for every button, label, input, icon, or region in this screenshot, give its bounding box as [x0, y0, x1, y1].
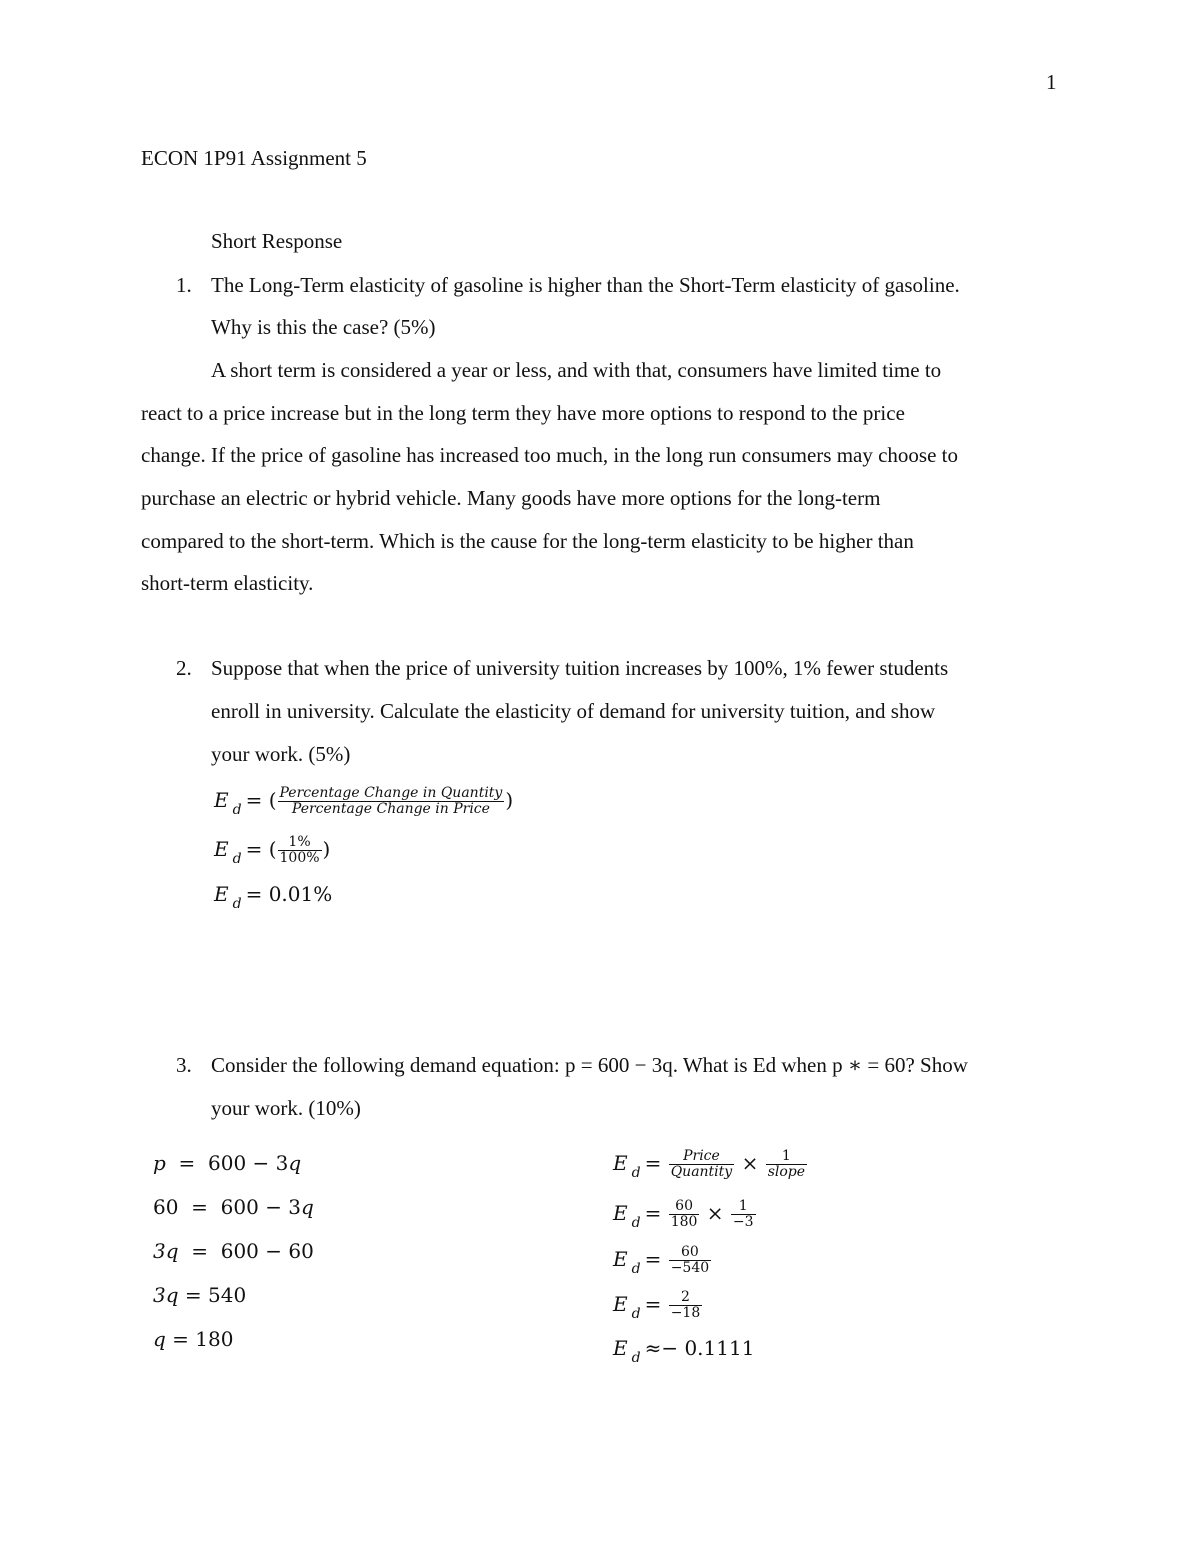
q2-fraction-values: $\frac{1\%}{100\%}$: [279, 834, 320, 866]
q3-elasticity-result: E $_d$ ≈− 0.1111: [613, 1336, 755, 1366]
q3-elasticity-substitution: E $_d$ = $\frac{60}{180}$ × $\frac{1}{-3}$: [613, 1198, 754, 1231]
q2-number: 2.: [176, 656, 192, 680]
page-number: 1: [1046, 70, 1057, 94]
q2-formula-definition: E $_d$ = ( $\frac{\text{Percentage Change in Quantity}}{\text{Percentage Change in Price}}$ ): [214, 785, 514, 818]
q3-solve-step: 3q = 540: [153, 1283, 247, 1307]
q1-answer-line: purchase an electric or hybrid vehicle. Many goods have more options for the long-term: [141, 486, 881, 510]
q1-answer-line: change. If the price of gasoline has increased too much, in the long run consumers may choose to: [141, 443, 959, 467]
q1-answer-line: react to a price increase but in the long term they have more options to respond to the price: [141, 401, 905, 425]
q3-text-line2: your work. (10%): [211, 1096, 361, 1120]
q3-number: 3.: [176, 1053, 192, 1077]
q1-answer-line: short-term elasticity.: [141, 571, 314, 595]
q2-formula-substitution: E $_d$ = ( $\frac{1\%}{100\%}$ ): [214, 834, 331, 867]
q1-number: 1.: [176, 273, 192, 297]
q3-solve-step: 3q = 600 − 60: [153, 1239, 314, 1263]
q3-solve-step: p = 600 − 3q: [153, 1151, 302, 1175]
q2-text-line: your work. (5%): [211, 742, 351, 766]
document-title: ECON 1P91 Assignment 5: [141, 146, 367, 170]
q2-fraction-definition: $\frac{\text{Percentage Change in Quantity}}{\text{Percentage Change in Price}}$: [279, 785, 503, 817]
q1-text-line1: The Long-Term elasticity of gasoline is higher than the Short-Term elasticity of gasoline.: [211, 273, 960, 297]
section-heading: Short Response: [211, 229, 343, 253]
q3-solve-step: 60 = 600 − 3q: [153, 1195, 314, 1219]
q2-text-line: enroll in university. Calculate the elasticity of demand for university tuition, and show: [211, 699, 936, 723]
q3-elasticity-product: E $_d$ = $\frac{60}{-540}$: [613, 1244, 710, 1277]
q2-formula-result: E $_d$ = 0.01%: [214, 882, 333, 912]
q2-text-line: Suppose that when the price of university tuition increases by 100%, 1% fewer students: [211, 656, 949, 680]
q3-text-line1: Consider the following demand equation: p = 600 − 3q. What is Ed when p ∗ = 60? Show: [211, 1053, 968, 1077]
q3-elasticity-simplified: E $_d$ = $\frac{2}{-18}$: [613, 1289, 701, 1322]
q1-text-line2: Why is this the case? (5%): [211, 315, 436, 339]
q1-answer-line: A short term is considered a year or less, and with that, consumers have limited time to: [211, 358, 942, 382]
q1-answer-line: compared to the short-term. Which is the cause for the long-term elasticity to be higher than: [141, 529, 914, 553]
q3-elasticity-formula: E $_d$ = $\frac{\text{Price}}{\text{Quantity}}$ × $\frac{1}{\text{slope}}$: [613, 1148, 806, 1181]
q3-solve-step: q = 180: [153, 1327, 234, 1351]
